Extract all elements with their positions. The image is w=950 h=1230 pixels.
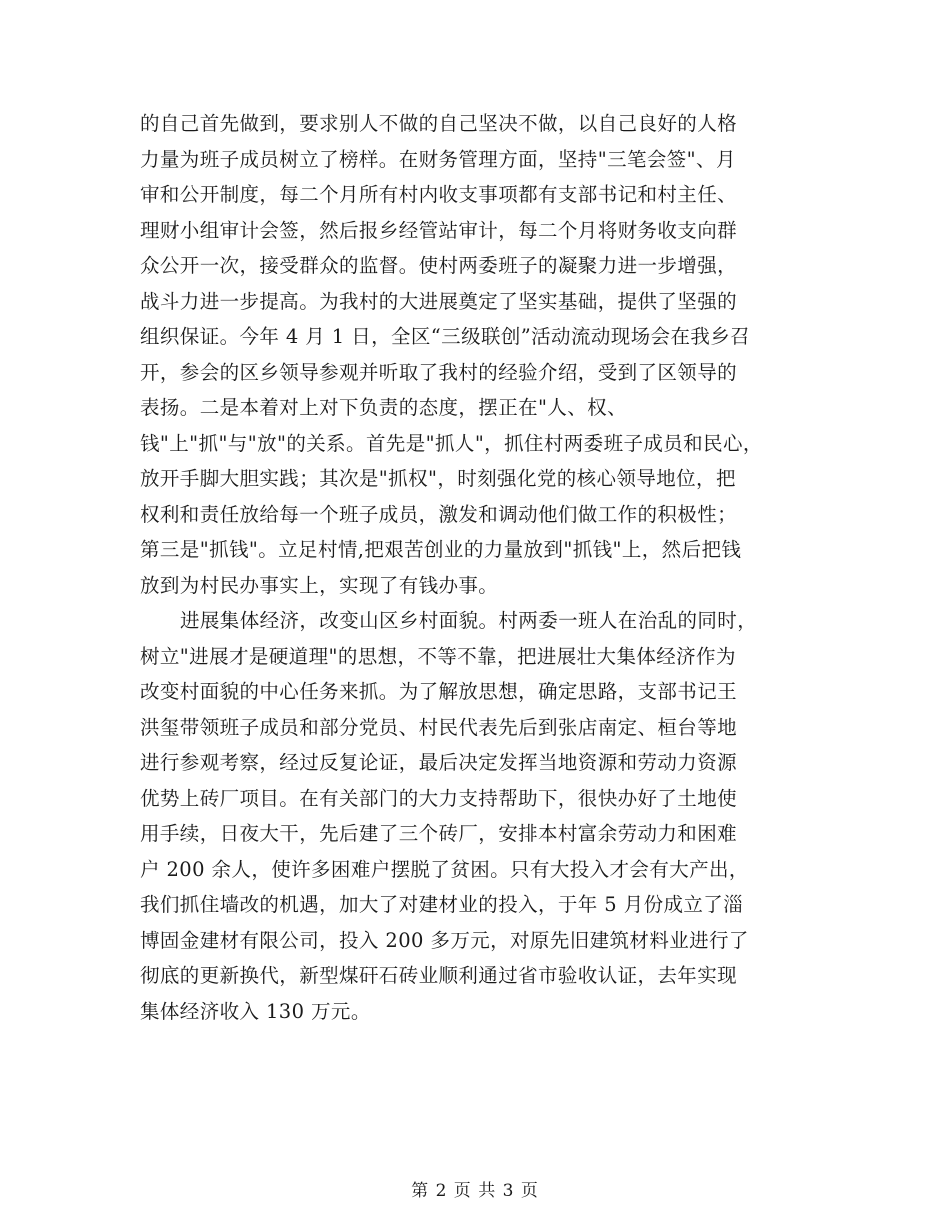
text-line: 博固金建材有限公司，投入 200 多万元，对原先旧建筑材料业进行了 [140,928,749,952]
text-line: 权利和责任放给每一个班子成员，激发和调动他们做工作的积极性； [140,502,738,526]
text-line: 力量为班子成员树立了榜样。在财务管理方面，坚持"三笔会签"、月 [140,147,736,171]
text-line: 进行参观考察，经过反复论证，最后决定发挥当地资源和劳动力资源 [140,751,738,774]
text-line: 树立"进展才是硬道理"的思想，不等不靠，把进展壮大集体经济作为 [140,644,736,668]
paragraph-1 [140,106,820,603]
text-line: 优势上砖厂项目。在有关部门的大力支持帮助下，很快办好了土地使 [140,786,738,810]
text-line: 的自己首先做到，要求别人不做的自己坚决不做，以自己良好的人格 [140,112,738,135]
text-line: 战斗力进一步提高。为我村的大进展奠定了坚实基础，提供了坚强的 [140,289,738,313]
text-line: 洪玺带领班子成员和部分党员、村民代表先后到张店南定、桓台等地 [140,715,738,739]
page-number-footer: 第 2 页 共 3 页 [411,1181,539,1201]
text-line: 放开手脚大胆实践；其次是"抓权"，时刻强化党的核心领导地位，把 [140,467,736,490]
text-line: 审和公开制度，每二个月所有村内收支事项都有支部书记和村主任、 [140,183,738,206]
text-line: 集体经济收入 130 万元。 [140,999,371,1023]
text-line: 放到为村民办事实上，实现了有钱办事。 [140,573,499,597]
text-line: 我们抓住墙改的机遇，加大了对建材业的投入，于年 5 月份成立了淄 [140,893,744,916]
text-line: 钱"上"抓"与"放"的关系。首先是"抓人"，抓住村两委班子成员和民心， [140,431,763,455]
text-line: 彻底的更新换代，新型煤矸石砖业顺利通过省市验收认证，去年实现 [140,964,738,987]
text-line: 表扬。二是本着对上对下负责的态度，摆正在"人、权、 [140,396,627,419]
text-line: 用手续，日夜大干，先后建了三个砖厂，安排本村富余劳动力和困难 [140,822,738,845]
text-line: 理财小组审计会签，然后报乡经管站审计，每二个月将财务收支向群 [140,218,738,242]
text-line: 户 200 余人，使许多困难户摆脱了贫困。只有大投入才会有大产出， [140,857,749,881]
paragraph-2 [140,603,820,1029]
body-text [140,106,820,1029]
text-line: 众公开一次，接受群众的监督。使村两委班子的凝聚力进一步增强， [140,254,738,277]
text-line: 改变村面貌的中心任务来抓。为了解放思想，确定思路，支部书记王 [140,680,738,703]
text-line: 组织保证。今年 4 月 1 日，全区“三级联创”活动流动现场会在我乡召 [140,325,751,348]
text-line: 第三是"抓钱"。立足村情,把艰苦创业的力量放到"抓钱"上，然后把钱 [140,538,742,561]
text-line: 进展集体经济，改变山区乡村面貌。村两委一班人在治乱的同时， [180,609,758,632]
text-line: 开，参会的区乡领导参观并听取了我村的经验介绍，受到了区领导的 [140,360,738,384]
